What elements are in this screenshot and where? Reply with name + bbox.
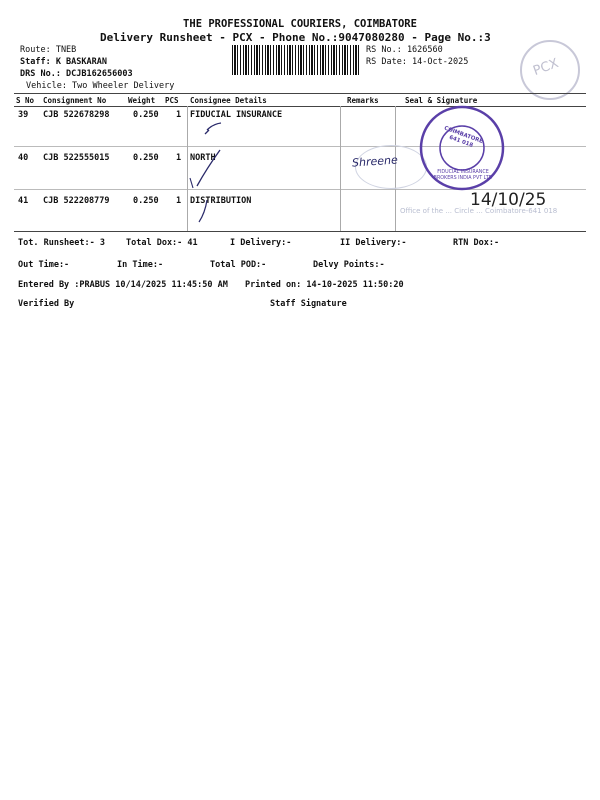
i-delivery: I Delivery:- bbox=[230, 238, 292, 248]
col-consignment: Consignment No bbox=[43, 96, 107, 105]
in-time: In Time:- bbox=[117, 260, 164, 270]
row-consignment: CJB 522555015 bbox=[43, 153, 110, 163]
rtn-dox: RTN Dox:- bbox=[453, 238, 500, 248]
row-consignee: NORTH bbox=[190, 153, 216, 163]
col-weight: Weight bbox=[128, 96, 156, 105]
column-divider bbox=[340, 106, 341, 231]
total-pod: Total POD:- bbox=[210, 260, 267, 270]
entered-by: Entered By :PRABUS 10/14/2025 11:45:50 AM bbox=[18, 280, 228, 290]
rs-date: RS Date: 14-Oct-2025 bbox=[366, 57, 469, 67]
table-bottom-rule bbox=[14, 231, 586, 232]
col-remarks: Remarks bbox=[347, 96, 379, 105]
route: Route: TNEB bbox=[20, 45, 77, 55]
handwritten-date: 14/10/25 bbox=[470, 190, 547, 210]
handwritten-marks bbox=[185, 118, 245, 228]
handwritten-signature: Shreene bbox=[351, 153, 399, 170]
row-sno: 39 bbox=[18, 110, 29, 120]
table-top-rule bbox=[14, 93, 586, 94]
row-consignee: FIDUCIAL INSURANCE bbox=[190, 110, 283, 120]
company-seal-center-text: COIMBATORE 641 018 bbox=[443, 125, 484, 149]
company-seal-outer-text: FIDUCIAL INSURANCE BROKERS INDIA PVT LTD bbox=[433, 170, 493, 181]
row-pcs: 1 bbox=[176, 153, 182, 163]
col-consignee: Consignee Details bbox=[190, 96, 267, 105]
runsheet-subtitle: Delivery Runsheet - PCX - Phone No.:9047080280 - Page No.:3 bbox=[100, 31, 491, 44]
out-time: Out Time:- bbox=[18, 260, 70, 270]
row-consignment: CJB 522208779 bbox=[43, 196, 110, 206]
company-title: THE PROFESSIONAL COURIERS, COIMBATORE bbox=[183, 18, 417, 30]
printed-on: Printed on: 14-10-2025 11:50:20 bbox=[245, 280, 404, 290]
row-weight: 0.250 bbox=[133, 110, 159, 120]
ii-delivery: II Delivery:- bbox=[340, 238, 407, 248]
row-sno: 41 bbox=[18, 196, 29, 206]
row-consignment: CJB 522678298 bbox=[43, 110, 110, 120]
delvy-points: Delvy Points:- bbox=[313, 260, 385, 270]
row-weight: 0.250 bbox=[133, 196, 159, 206]
rs-number: RS No.: 1626560 bbox=[366, 45, 443, 55]
row-pcs: 1 bbox=[176, 196, 182, 206]
vehicle: Vehicle: Two Wheeler Delivery bbox=[26, 81, 175, 91]
total-runsheet: Tot. Runsheet:- 3 bbox=[18, 238, 105, 248]
row-pcs: 1 bbox=[176, 110, 182, 120]
row-weight: 0.250 bbox=[133, 153, 159, 163]
barcode bbox=[232, 45, 360, 75]
row-sno: 40 bbox=[18, 153, 29, 163]
pcx-stamp-text: PCX bbox=[531, 56, 561, 79]
col-pcs: PCS bbox=[165, 96, 179, 105]
col-sno: S No bbox=[16, 96, 35, 105]
col-seal: Seal & Signature bbox=[405, 96, 478, 105]
staff: Staff: K BASKARAN bbox=[20, 57, 107, 67]
drs-number: DRS No.: DCJB162656003 bbox=[20, 69, 133, 79]
staff-signature: Staff Signature bbox=[270, 299, 347, 309]
office-stamp-text: Office of the ... Circle ... Coimbatore-641 018 bbox=[400, 207, 558, 215]
row-consignee: DISTRIBUTION bbox=[190, 196, 252, 206]
total-dox: Total Dox:- 41 bbox=[126, 238, 198, 248]
verified-by: Verified By bbox=[18, 299, 75, 309]
